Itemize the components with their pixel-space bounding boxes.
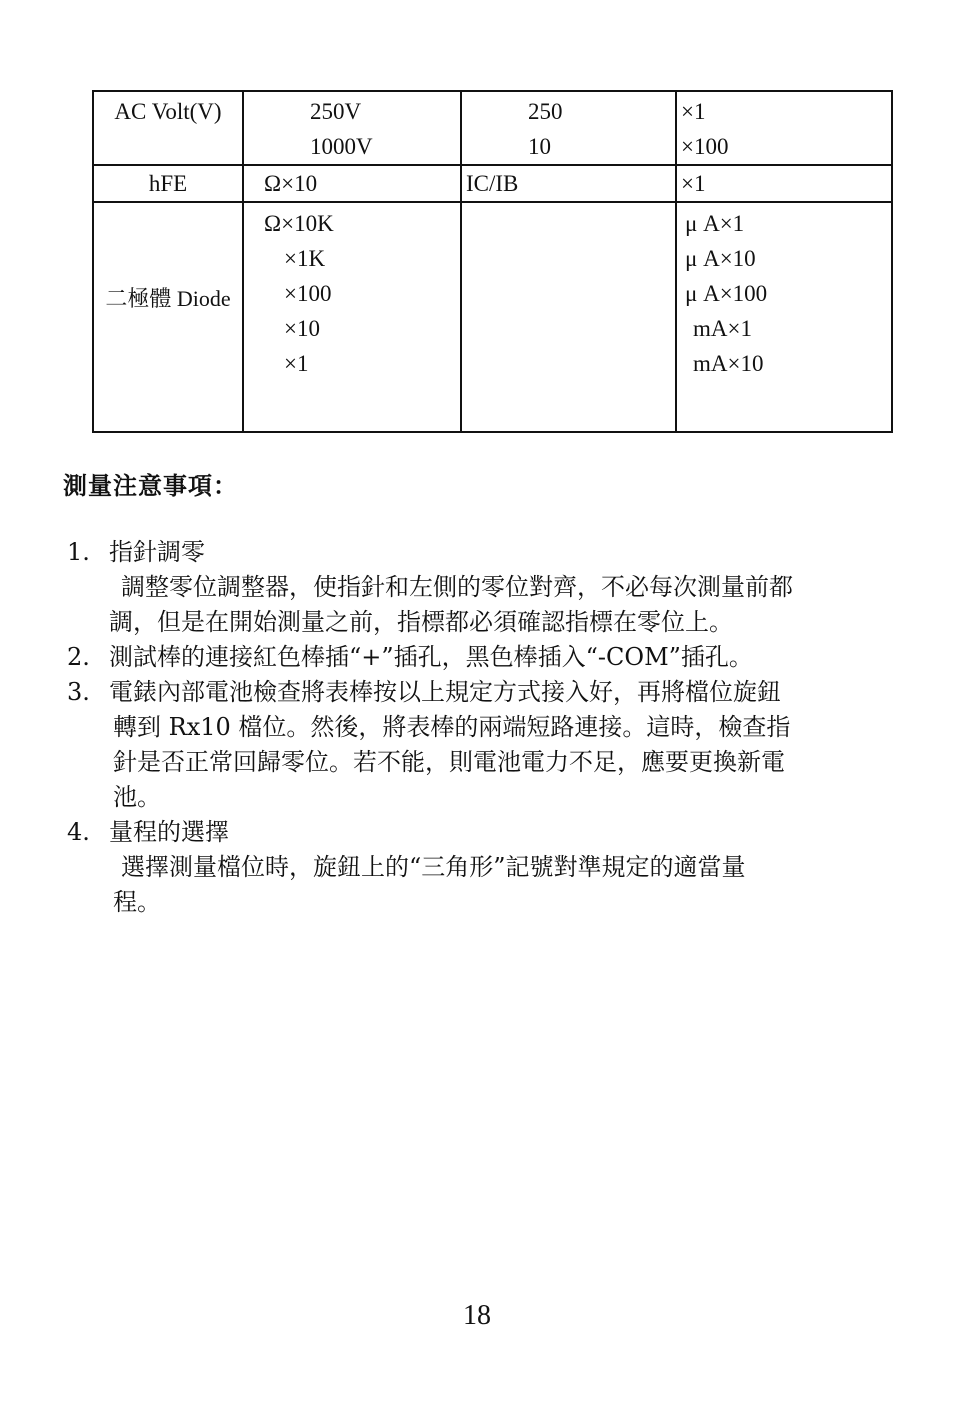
ac-range-2: 1000V	[310, 134, 373, 159]
note-line: 選擇測量檔位時，旋鈕上的“三角形”記號對準規定的適當量	[121, 853, 746, 881]
note-item-2	[63, 640, 903, 675]
ac-scale-1: 250	[528, 99, 563, 124]
ac-mult-2: ×100	[681, 134, 729, 159]
ac-range-1: 250V	[310, 99, 362, 124]
note-title: 測試棒的連接紅色棒插“+”插孔，黑色棒插入“-COM”插孔。	[109, 643, 753, 671]
cell-hfe-mult: ×1	[676, 165, 892, 202]
diode-range-1: Ω×10K	[264, 211, 334, 236]
diode-range-5: ×1	[284, 351, 309, 376]
range-table	[92, 90, 893, 433]
note-number: 2.	[67, 643, 90, 671]
cell-ac-label: AC Volt(V)	[93, 91, 243, 165]
table-row-hfe	[93, 165, 892, 202]
page-number: 18	[463, 1300, 491, 1331]
cell-hfe-scale: IC/IB	[461, 165, 676, 202]
note-line: 池。	[113, 783, 161, 811]
cell-hfe-range: Ω×10	[243, 165, 461, 202]
diode-mult-1: μ A×1	[685, 211, 745, 236]
cell-ac-mult	[676, 91, 892, 165]
note-item-4	[63, 815, 903, 920]
cell-ac-range	[243, 91, 461, 165]
table-row-diode	[93, 202, 892, 432]
note-line: 針是否正常回歸零位。若不能，則電池電力不足，應要更換新電	[113, 748, 785, 776]
note-number: 3.	[67, 678, 90, 706]
ac-mult-1: ×1	[681, 99, 706, 124]
note-title: 量程的選擇	[109, 818, 229, 846]
note-line: 調整零位調整器，使指針和左側的零位對齊，不必每次測量前都	[121, 573, 793, 601]
cell-diode-scale	[461, 202, 676, 432]
note-title: 電錶內部電池檢查將表棒按以上規定方式接入好，再將檔位旋鈕	[109, 678, 781, 706]
diode-range-3: ×100	[284, 281, 332, 306]
table-row-ac-volt	[93, 91, 892, 165]
note-item-1	[63, 535, 903, 640]
note-line: 調，但是在開始測量之前，指標都必須確認指標在零位上。	[109, 608, 733, 636]
note-title: 指針調零	[109, 538, 205, 566]
cell-ac-scale	[461, 91, 676, 165]
note-number: 1.	[67, 538, 90, 566]
diode-mult-4: mA×1	[693, 316, 752, 341]
note-line: 程。	[113, 888, 161, 916]
cell-hfe-label: hFE	[93, 165, 243, 202]
diode-mult-5: mA×10	[693, 351, 764, 376]
cell-diode-label: 二極體 Diode	[93, 202, 243, 432]
note-number: 4.	[67, 818, 90, 846]
diode-mult-3: μ A×100	[685, 281, 768, 306]
note-item-3	[63, 675, 903, 815]
diode-range-4: ×10	[284, 316, 320, 341]
section-heading: 測量注意事項：	[63, 471, 238, 500]
notes-list	[63, 535, 903, 920]
diode-mult-2: μ A×10	[685, 246, 756, 271]
cell-diode-range	[243, 202, 461, 432]
cell-diode-mult	[676, 202, 892, 432]
diode-range-2: ×1K	[284, 246, 326, 271]
ac-scale-2: 10	[528, 134, 551, 159]
note-line: 轉到 Rx10 檔位。然後，將表棒的兩端短路連接。這時，檢查指	[113, 713, 791, 741]
